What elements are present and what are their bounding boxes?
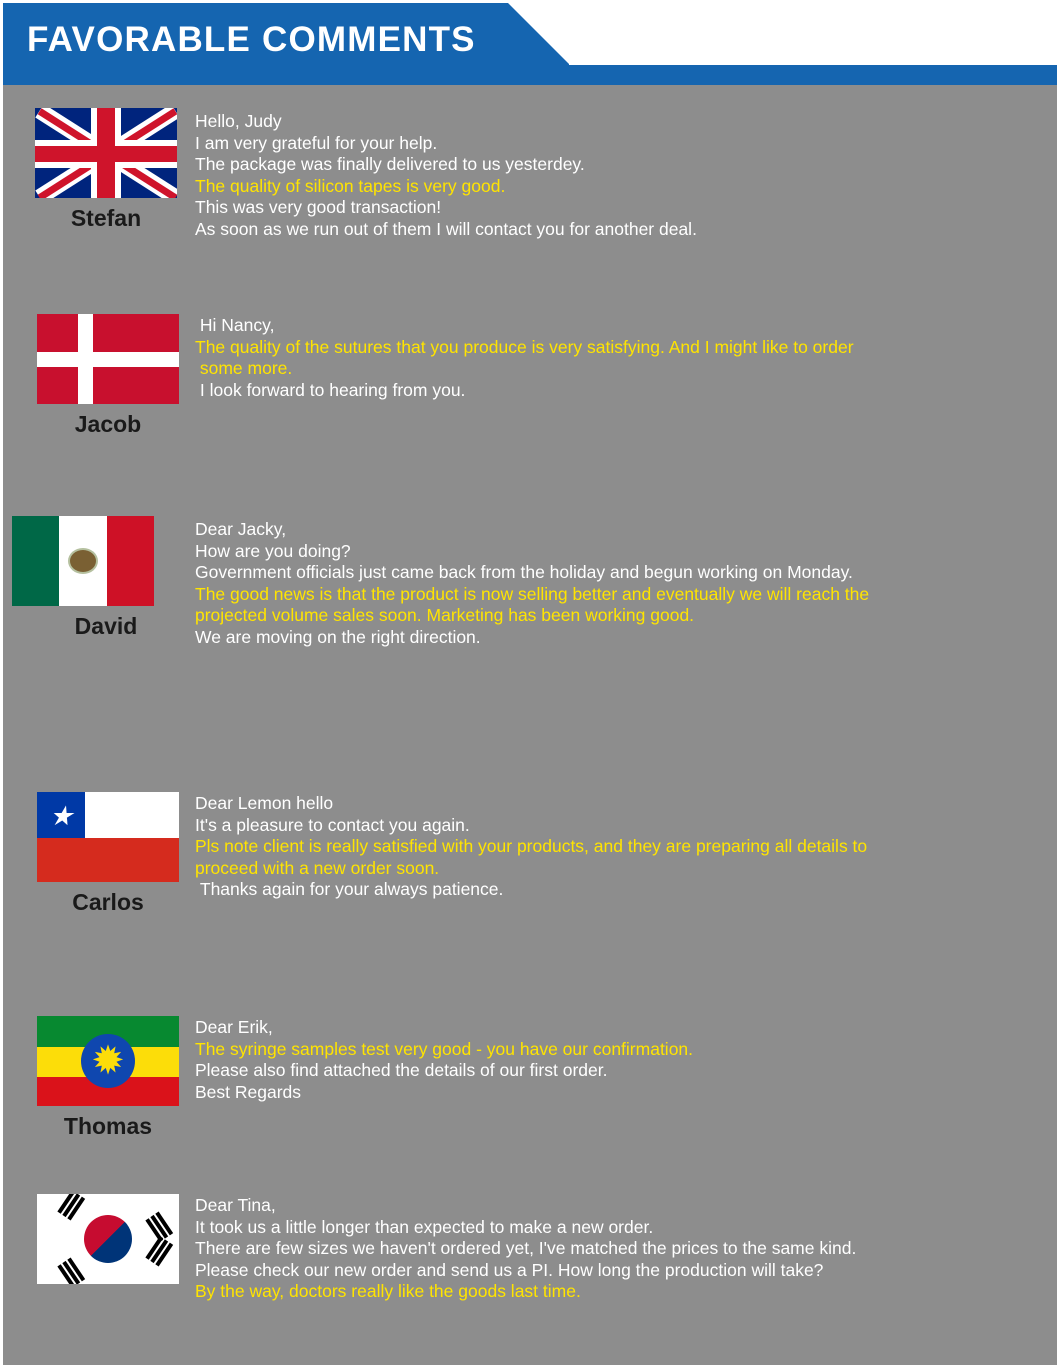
comment-line-highlighted: The quality of silicon tapes is very good. — [195, 175, 506, 196]
page-title: FAVORABLE COMMENTS — [27, 20, 476, 59]
comment-text — [195, 111, 1035, 240]
comment-text — [195, 1017, 1035, 1103]
comment-line: There are few sizes we haven't ordered yet, I've matched the prices to the same kind. — [195, 1238, 857, 1258]
comment-line: Best Regards — [195, 1081, 302, 1102]
commenter-identity — [13, 791, 203, 916]
comment-text — [195, 793, 1035, 901]
commenter-name: Thomas — [63, 1113, 153, 1139]
commenter-identity — [13, 1015, 203, 1140]
comment-line: We are moving on the right direction. — [195, 626, 481, 647]
united-kingdom-flag-icon — [34, 107, 178, 199]
comment-line-highlighted: The quality of the sutures that you produce is very satisfying. And I might like to order — [195, 336, 854, 357]
comment-line: Dear Jacky, — [195, 519, 287, 539]
comment-line: Hello, Judy — [195, 111, 282, 131]
comment-line: Please also find attached the details of our first order. — [195, 1060, 608, 1080]
comment-line: I am very grateful for your help. — [195, 132, 438, 153]
denmark-flag-icon — [36, 313, 180, 405]
commenter-name: David — [74, 613, 138, 639]
comment-line: I look forward to hearing from you. — [195, 379, 466, 400]
commenter-identity — [11, 515, 201, 640]
comment-line-highlighted: projected volume sales soon. Marketing has been working good. — [195, 605, 695, 625]
chile-flag-icon — [36, 791, 180, 883]
header-diagonal-notch — [508, 3, 570, 65]
ethiopia-flag-icon — [36, 1015, 180, 1107]
comment-line: Dear Tina, — [195, 1195, 276, 1215]
comment-line: As soon as we run out of them I will contact you for another deal. — [195, 218, 697, 239]
commenter-identity — [13, 1193, 203, 1291]
commenter-identity — [13, 313, 203, 438]
comment-line: Dear Lemon hello — [195, 793, 334, 813]
comment-line: Dear Erik, — [195, 1017, 273, 1037]
south-korea-flag-icon — [36, 1193, 180, 1285]
comment-line: Please check our new order and send us a PI. How long the production will take? — [195, 1259, 824, 1280]
comment-line: Hi Nancy, — [195, 315, 275, 335]
comment-line: Thanks again for your always patience. — [195, 879, 504, 899]
comment-line: It took us a little longer than expected to make a new order. — [195, 1216, 654, 1237]
comment-text — [195, 1195, 1035, 1303]
commenter-name: Carlos — [72, 889, 144, 915]
comment-line-highlighted: proceed with a new order soon. — [195, 857, 440, 878]
commenter-identity — [11, 107, 201, 232]
comment-line-highlighted: some more. — [195, 358, 293, 378]
commenter-name: Jacob — [74, 411, 142, 437]
page-header — [3, 3, 1057, 85]
comment-line-highlighted: The syringe samples test very good - you have our confirmation. — [195, 1038, 694, 1059]
commenter-name: Stefan — [70, 205, 142, 231]
comment-line: Government officials just came back from the holiday and begun working on Monday. — [195, 562, 853, 582]
comment-line-highlighted: By the way, doctors really like the goods last time. — [195, 1281, 581, 1301]
mexico-flag-icon — [11, 515, 155, 607]
comment-text — [195, 315, 1035, 401]
header-white-panel — [569, 3, 1057, 65]
comment-line-highlighted: The good news is that the product is now selling better and eventually we will reach the — [195, 583, 870, 604]
comment-line: This was very good transaction! — [195, 197, 442, 217]
comment-line: How are you doing? — [195, 540, 351, 561]
comment-text — [195, 519, 1035, 648]
comment-line: The package was finally delivered to us yesterdey. — [195, 154, 585, 174]
comment-line-highlighted: Pls note client is really satisfied with your products, and they are preparing all details to — [195, 836, 868, 856]
comment-line: It's a pleasure to contact you again. — [195, 814, 470, 835]
